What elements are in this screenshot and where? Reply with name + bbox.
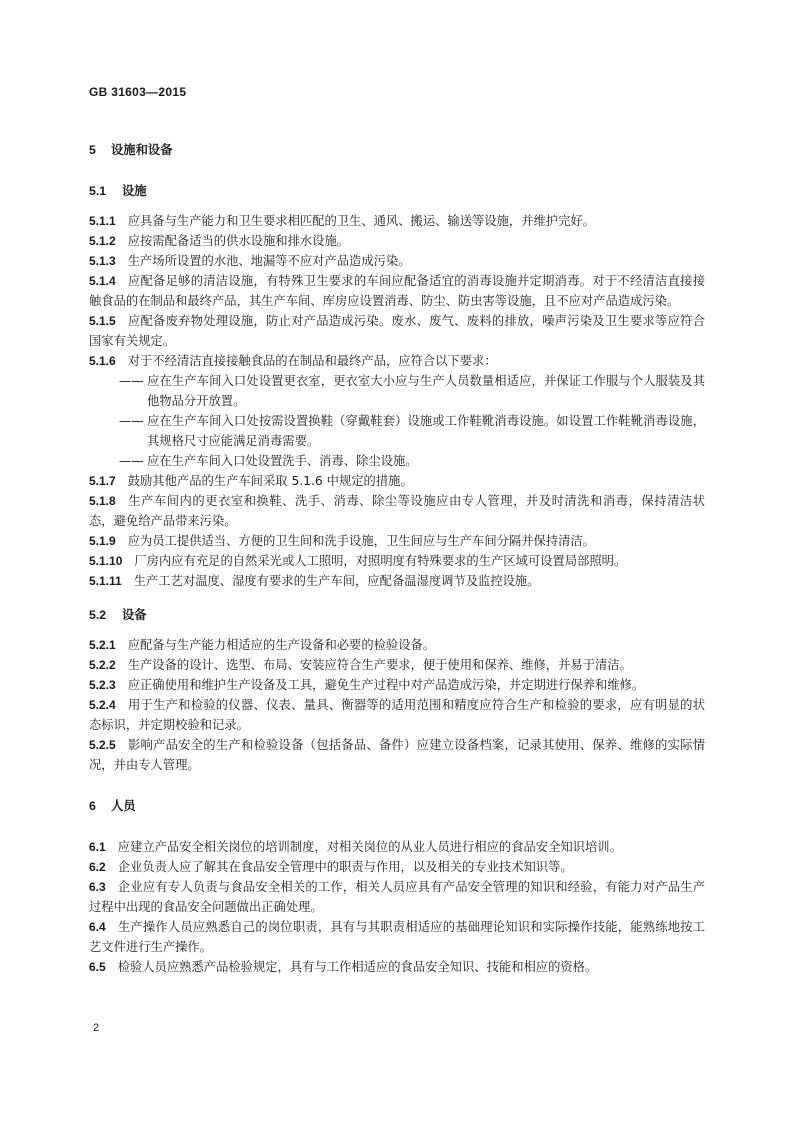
clause	[89, 571, 705, 591]
dash-list-item	[119, 411, 705, 451]
section-title: 设施和设备	[111, 143, 173, 157]
clause-number: 5.1.1	[89, 214, 116, 228]
clause	[89, 211, 705, 231]
clause	[89, 551, 705, 571]
clause-number: 6.4	[89, 920, 106, 934]
clause	[89, 735, 705, 775]
clause-text: 应按需配备适当的供水设施和排水设施。	[127, 234, 350, 248]
clause-text: 应配备废弃物处理设施，防止对产品造成污染。废水、废气、废料的排放，噪声污染及卫生要求等应符合国家有关规定。	[89, 314, 705, 348]
page-number: 2	[93, 1022, 100, 1034]
clause	[89, 877, 705, 917]
subsection-number: 5.1	[89, 184, 107, 198]
clause	[89, 917, 705, 957]
clause	[89, 231, 705, 251]
clause-number: 5.1.6	[89, 354, 116, 368]
subsection-heading	[89, 181, 705, 201]
clause	[89, 311, 705, 351]
clause-number: 5.2.4	[89, 698, 116, 712]
clause	[89, 251, 705, 271]
clause-number: 6.2	[89, 860, 106, 874]
clause-number: 5.2.2	[89, 658, 116, 672]
clause	[89, 531, 705, 551]
clause-number: 5.1.10	[89, 554, 123, 568]
clause-number: 5.1.7	[89, 474, 116, 488]
subsection-number: 5.2	[89, 608, 107, 622]
clause	[89, 655, 705, 675]
clause-text: 生产工艺对温度、湿度有要求的生产车间，应配备温湿度调节及监控设施。	[133, 574, 540, 588]
dash-list-item	[119, 371, 705, 411]
section-heading	[89, 140, 705, 160]
clause-text: 应配备足够的清洁设施，有特殊卫生要求的车间应配备适宜的消毒设施并定期消毒。对于不经清洁直接接触食品的在制品和最终产品，其生产车间、库房应设置消毒、防尘、防虫害等设施，且不应对产品造成污染。	[89, 274, 705, 308]
clause-text: 应正确使用和维护生产设备及工具，避免生产过程中对产品造成污染，并定期进行保养和维修。	[127, 678, 645, 692]
clause-text: 对于不经清洁直接接触食品的在制品和最终产品，应符合以下要求：	[127, 354, 497, 368]
clause-number: 6.1	[89, 840, 106, 854]
clause-text: 检验人员应熟悉产品检验规定，具有与工作相适应的食品安全知识、技能和相应的资格。	[117, 960, 598, 974]
section-title: 人员	[111, 799, 136, 813]
clause	[89, 675, 705, 695]
clause-number: 5.1.2	[89, 234, 116, 248]
clause	[89, 635, 705, 655]
clause-text: 生产场所设置的水池、地漏等不应对产品造成污染。	[127, 254, 411, 268]
clause	[89, 837, 705, 857]
clause-text: 应建立产品安全相关岗位的培训制度，对相关岗位的从业人员进行相应的食品安全知识培训。	[117, 840, 622, 854]
clause-number: 5.2.5	[89, 738, 116, 752]
clause-text: 影响产品安全的生产和检验设备（包括备品、备件）应建立设备档案，记录其使用、保养、维修的实际情况，并由专人管理。	[89, 738, 705, 772]
clause-number: 5.1.5	[89, 314, 116, 328]
clause	[89, 471, 705, 491]
clause-text: 鼓励其他产品的生产车间采取 5.1.6 中规定的措施。	[127, 474, 413, 488]
clause-number: 6.3	[89, 880, 106, 894]
clause-number: 5.1.9	[89, 534, 116, 548]
dash-marker: ——	[119, 454, 144, 468]
section-number: 6	[89, 799, 96, 813]
clause	[89, 271, 705, 311]
section-number: 5	[89, 143, 96, 157]
clause-text: 生产操作人员应熟悉自己的岗位职责，具有与其职责相适应的基础理论知识和实际操作技能，能熟练地按工艺文件进行生产操作。	[89, 920, 705, 954]
clause-text: 企业负责人应了解其在食品安全管理中的职责与作用，以及相关的专业技术知识等。	[117, 860, 573, 874]
clause	[89, 857, 705, 877]
dash-item-text: 应在生产车间入口处设置洗手、消毒、除尘设施。	[147, 454, 418, 468]
clause-text: 应为员工提供适当、方便的卫生间和洗手设施，卫生间应与生产车间分隔并保持清洁。	[127, 534, 595, 548]
dash-item-text: 应在生产车间入口处设置更衣室，更衣室大小应与生产人员数量相适应，并保证工作服与个人服装及其他物品分开放置。	[147, 374, 705, 408]
dash-marker: ——	[119, 414, 144, 428]
clause	[89, 695, 705, 735]
dash-item-text: 应在生产车间入口处按需设置换鞋（穿戴鞋套）设施或工作鞋靴消毒设施。如设置工作鞋靴消毒设施，其规格尺寸应能满足消毒需要。	[147, 414, 705, 448]
clause-text: 应配备与生产能力相适应的生产设备和必要的检验设备。	[127, 638, 436, 652]
clause-number: 5.1.8	[89, 494, 116, 508]
clause-text: 企业应有专人负责与食品安全相关的工作，相关人员应具有产品安全管理的知识和经验，有能力对产品生产过程中出现的食品安全问题做出正确处理。	[89, 880, 705, 914]
standard-code: GB 31603—2015	[89, 85, 187, 99]
clause-text: 应具备与生产能力和卫生要求相匹配的卫生、通风、搬运、输送等设施，并维护完好。	[127, 214, 595, 228]
clause-number: 5.1.3	[89, 254, 116, 268]
clause-number: 6.5	[89, 960, 106, 974]
clause-number: 5.1.4	[89, 274, 116, 288]
subsection-title: 设施	[122, 184, 147, 198]
clause	[89, 351, 705, 371]
clause-text: 生产设备的设计、选型、布局、安装应符合生产要求，便于使用和保养、维修，并易于清洁。	[127, 658, 632, 672]
clause-number: 5.2.3	[89, 678, 116, 692]
document-body	[89, 140, 705, 977]
clause-number: 5.2.1	[89, 638, 116, 652]
dash-marker: ——	[119, 374, 144, 388]
dash-list-item	[119, 451, 705, 471]
clause-text: 用于生产和检验的仪器、仪表、量具、衡器等的适用范围和精度应符合生产和检验的要求，应有明显的状态标识，并定期校验和记录。	[89, 698, 705, 732]
clause-number: 5.1.11	[89, 574, 122, 588]
clause-text: 生产车间内的更衣室和换鞋、洗手、消毒、除尘等设施应由专人管理，并及时清洗和消毒，保持清洁状态，避免给产品带来污染。	[89, 494, 705, 528]
clause	[89, 491, 705, 531]
subsection-heading	[89, 605, 705, 625]
clause-text: 厂房内应有充足的自然采光或人工照明，对照明度有特殊要求的生产区域可设置局部照明。	[134, 554, 627, 568]
subsection-title: 设备	[122, 608, 147, 622]
clause	[89, 957, 705, 977]
section-heading	[89, 796, 705, 816]
